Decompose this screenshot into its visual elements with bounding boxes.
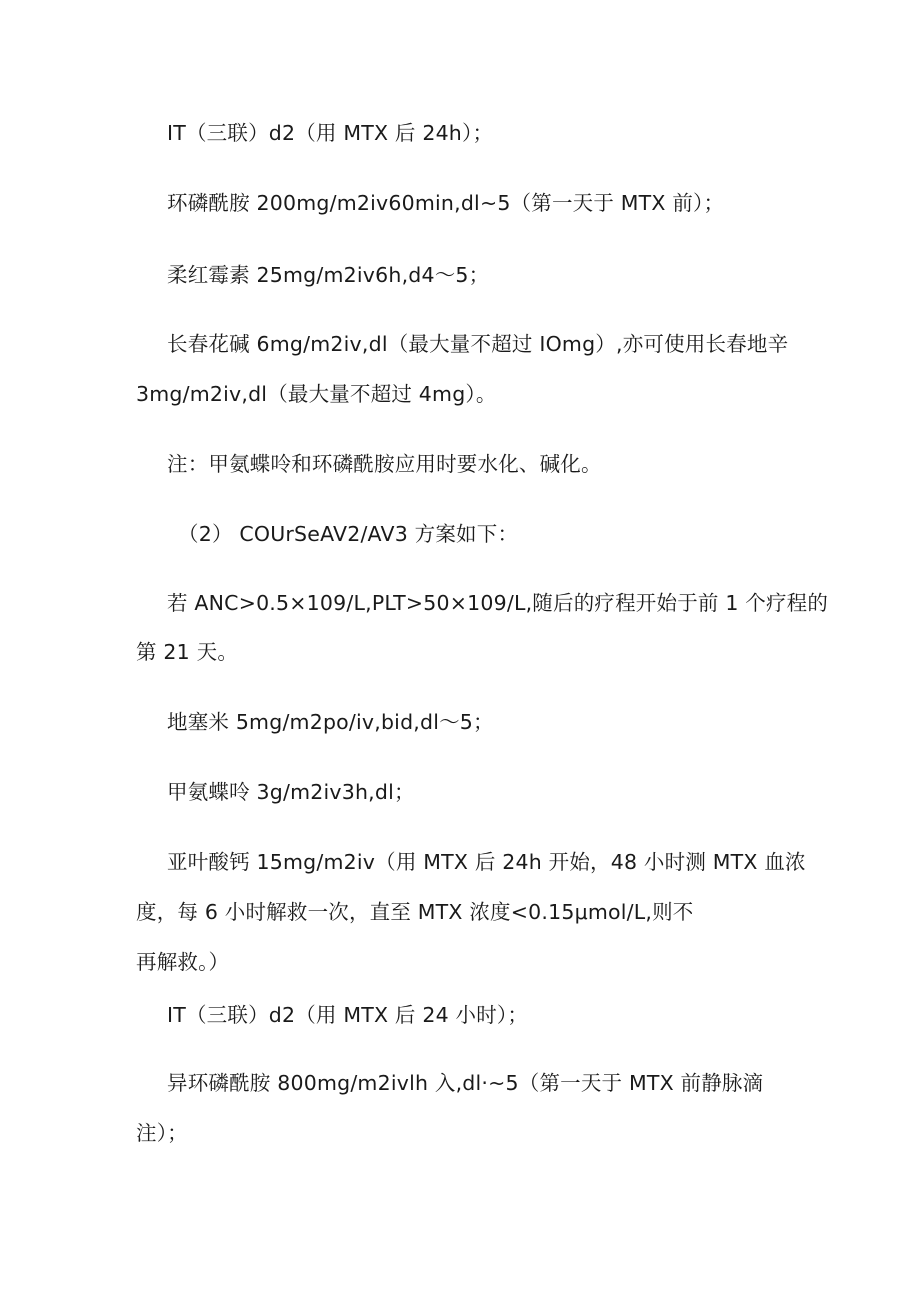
text-line-15: IT（三联）d2（用 MTX 后 24 小时）； — [167, 1003, 529, 1027]
section-heading: （2） COUrSeAV2/AV3 方案如下： — [178, 522, 519, 546]
text-line-10: 地塞米 5mg∕m2po∕iv,bid,dl～5； — [167, 710, 494, 734]
text-line-16: 异环磷酰胺 800mg∕m2ivlh 入,dl·~5（第一天于 MTX 前静脉滴 — [167, 1071, 764, 1095]
text-line-14: 再解救。） — [136, 950, 230, 974]
text-line-5: 3mg∕m2iv,dl（最大量不超过 4mg）。 — [136, 382, 497, 406]
text-line-2: 环磷酰胺 200mg∕m2iv60min,dl~5（第一天于 MTX 前）； — [167, 191, 725, 215]
text-line-9: 第 21 天。 — [136, 640, 239, 664]
text-line-1: IT（三联）d2（用 MTX 后 24h）； — [167, 121, 494, 145]
text-line-6: 注：甲氨蝶呤和环磷酰胺应用时要水化、碱化。 — [167, 452, 602, 476]
text-line-17: 注）； — [136, 1121, 188, 1145]
text-line-13: 度，每 6 小时解救一次，直至 MTX 浓度<0.15μmol∕L,则不 — [136, 900, 694, 924]
text-line-4: 长春花碱 6mg∕m2iv,dl（最大量不超过 IOmg）,亦可使用长春地辛 — [167, 332, 789, 356]
text-line-12: 亚叶酸钙 15mg∕m2iv（用 MTX 后 24h 开始，48 小时测 MTX 血浓 — [167, 850, 806, 874]
text-line-3: 柔红霉素 25mg∕m2iv6h,d4～5； — [167, 263, 490, 287]
text-line-11: 甲氨蝶呤 3g∕m2iv3h,dl； — [167, 780, 415, 804]
text-line-8: 若 ANC>0.5×109∕L,PLT>50×109∕L,随后的疗程开始于前 1 个疗程的 — [167, 591, 829, 615]
